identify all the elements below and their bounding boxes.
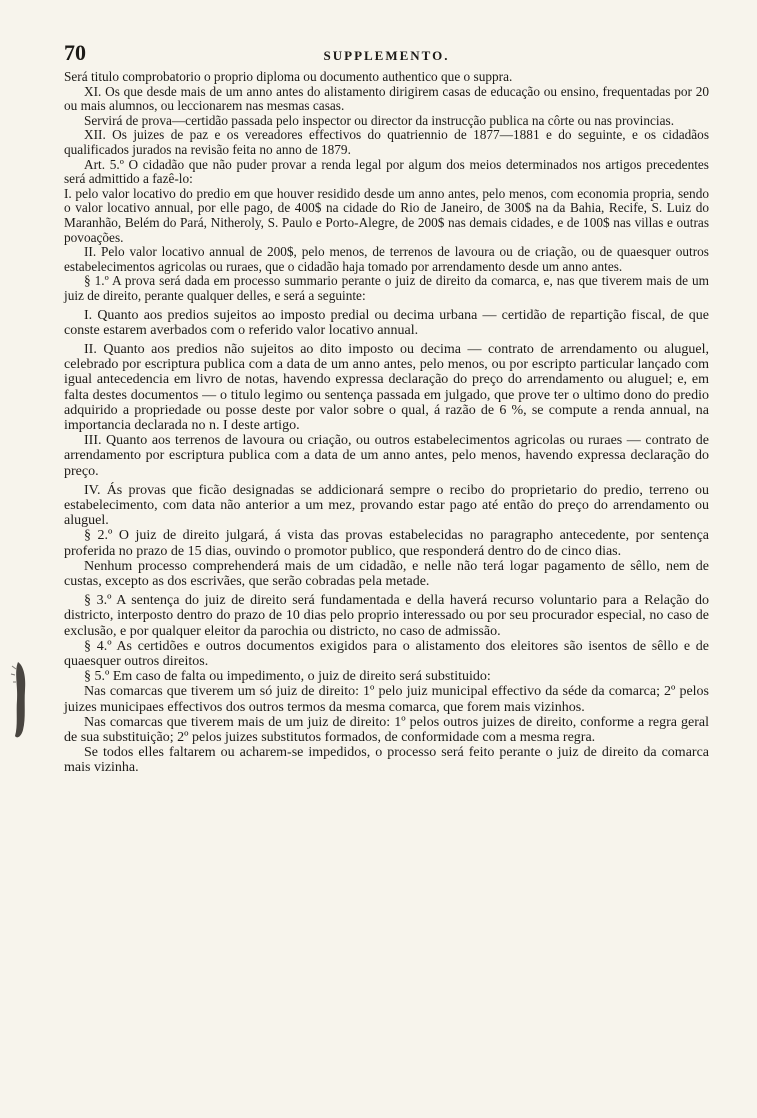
paragraph: III. Quanto aos terrenos de lavoura ou criação, ou outros estabelecimentos agricolas ou ruraes — contrato de arrendamento por escriptura publica com a data de um anno antes, pelo menos, havendo expressa declaração do preço. <box>64 433 709 479</box>
paragraph: Nas comarcas que tiverem mais de um juiz de direito: 1º pelos outros juizes de direito, conforme a regra geral de sua substituição; 2º pelos juizes substitutos formados, de conformidade com a mesma regra. <box>64 714 709 745</box>
paragraph: Art. 5.º O cidadão que não puder provar a renda legal por algum dos meios determinados nos artigos precedentes será admittido a fazê-lo: <box>64 156 709 187</box>
paragraph: Se todos elles faltarem ou acharem-se impedidos, o processo será feito perante o juiz de direito da comarca mais vizinha. <box>64 745 709 776</box>
paragraph: Servirá de prova—certidão passada pelo inspector ou director da instrucção publica na côrte ou nas provincias. <box>84 112 675 128</box>
paragraph: § 5.º Em caso de falta ou impedimento, o juiz de direito será substituido: <box>84 669 491 685</box>
paragraph: XI. Os que desde mais de um anno antes do alistamento dirigirem casas de educação ou ensino, frequentadas por 20 ou mais alumnos, ou leccionarem nas mesmas casas. <box>64 83 709 114</box>
page-header <box>64 40 709 70</box>
body-text <box>64 70 709 776</box>
document-page <box>64 40 709 776</box>
paragraph: I. Quanto aos predios sujeitos ao imposto predial ou decima urbana — certidão de repartição fiscal, de que conste estarem averbados com o referido valor locativo annual. <box>64 307 709 338</box>
page-number: 70 <box>64 40 86 65</box>
paragraph: II. Quanto aos predios não sujeitos ao dito imposto ou decima — contrato de arrendamento ou aluguel, celebrado por escriptura publica com a data de um anno antes, pelo menos, ou por escripto particular lançado com igual antecedencia em livro de notas, havendo expressa declaração do preço do arrendamento ou aluguel; e, em falta destes documentos — o titulo legimo ou sentença passada em julgado, que prove ter o ultimo dono do predio adquirido a propriedade ou posse deste por valor sobre o qual, á razão de 6 %, se compute a renda annual, na importancia declarada no n. I deste artigo. <box>64 341 709 433</box>
paragraph: Nas comarcas que tiverem um só juiz de direito: 1º pelo juiz municipal effectivo da séde da comarca; 2º pelos juizes municipaes effectivos dos outros termos da mesma comarca, que forem mais vizinhos. <box>64 684 709 715</box>
margin-ink-smudge <box>10 660 30 740</box>
paragraph: II. Pelo valor locativo annual de 200$, pelo menos, de terrenos de lavoura ou de criação, ou de quaesquer outros estabelecimentos agricolas ou ruraes, que o cidadão haja tomado por arrendamento desde um anno antes. <box>64 244 709 274</box>
paragraph: Nenhum processo comprehenderá mais de um cidadão, e nelle não terá logar pagamento de sêllo, nem de custas, excepto as dos escrivães, que serão cobradas pela metade. <box>64 558 709 589</box>
running-title: SUPPLEMENTO. <box>323 48 450 63</box>
paragraph: § 4.º As certidões e outros documentos exigidos para o alistamento dos eleitores são isentos de sêllo e de quaesquer outros direitos. <box>64 638 709 669</box>
paragraph: XII. Os juizes de paz e os vereadores effectivos do quatriennio de 1877—1881 e do seguinte, e os cidadãos qualificados jurados na revisão feita no anno de 1879. <box>64 127 709 157</box>
paragraph: § 2.º O juiz de direito julgará, á vista das provas estabelecidas no paragrapho antecedente, por sentença proferida no prazo de 15 dias, ouvindo o promotor publico, que responderá dentro do de cinco dias. <box>64 528 709 559</box>
paragraph: § 1.º A prova será dada em processo summario perante o juiz de direito da comarca, e, nas que tiverem mais de um juiz de direito, perante qualquer delles, e será a seguinte: <box>64 273 709 303</box>
paragraph: Será titulo comprobatorio o proprio diploma ou documento authentico que o suppra. <box>64 69 513 84</box>
paragraph: I. pelo valor locativo do predio em que houver residido desde um anno antes, pelo menos, com economia propria, sendo o valor locativo annual, por elle pago, de 400$ na cidade do Rio de Janeiro, de 300$ na da Bahia, Recife, S. Luiz do Maranhão, Belém do Pará, Nitheroly, S. Paulo e Porto-Alegre, de 200$ nas demais cidades, e de 100$ nas villas e outras povoações. <box>64 185 709 245</box>
paragraph: § 3.º A sentença do juiz de direito será fundamentada e della haverá recurso voluntario para a Relação do districto, interposto dentro do prazo de 10 dias pelo proprio interessado ou por seu procurador especial, no caso de exclusão, e por qualquer eleitor da parochia ou districto, no caso de admissão. <box>64 593 709 639</box>
paragraph: IV. Ás provas que ficão designadas se addicionará sempre o recibo do proprietario do predio, terreno ou estabelecimento, com data não anterior a um mez, provando estar pago até então do preço do arrendamento ou aluguel. <box>64 482 709 529</box>
